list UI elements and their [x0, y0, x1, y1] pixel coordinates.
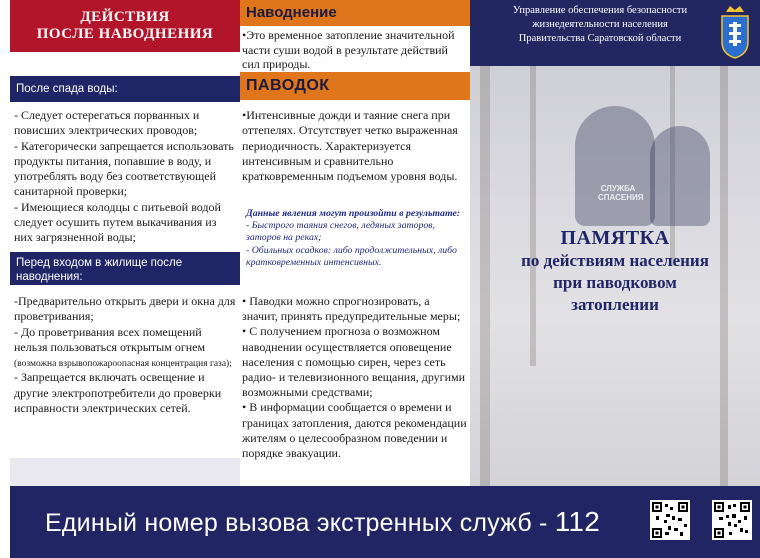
emergency-number: 112 [554, 506, 600, 537]
list-item: • Паводки можно спрогнозировать, а значит, принять предупредительные меры; [242, 294, 461, 324]
paved-description: •Интенсивные дожди и таяние снега при оттепелях. Отсутствует четко выраженная периодичность. Характеризуется интенсивным и сравнительно кратковременным подъемом уровня воды. [242, 108, 458, 184]
memo-title-line: затоплении [571, 295, 659, 314]
cause-item: - Быстрого таяния снегов, ледяных заторов, заторов на реках; [246, 220, 435, 244]
tree-trunk [530, 66, 536, 366]
qr-code-icon[interactable] [650, 500, 690, 540]
after-flood-title [10, 0, 240, 52]
emergency-number-bar [10, 486, 760, 558]
emergency-number-text [45, 506, 600, 539]
gov-line-1: Управление обеспечения безопасности [512, 5, 688, 16]
causes-title: Данные явления могут произойти в результате: [246, 208, 461, 219]
before-entering-home-list [14, 294, 238, 416]
vest-label: СЛУЖБА СПАСЕНИЯ [598, 184, 644, 202]
list-item: - Запрещается включать освещение и другие электропотребители до проверки исправности электрических сетей. [14, 370, 222, 416]
list-item: - Имеющиеся колодцы с питьевой водой следует осушить путем выкачивания из них загрязненной воды; [14, 199, 221, 245]
gov-line-2: жизнедеятельности населения [532, 19, 668, 30]
middle-column [240, 26, 470, 486]
saratov-emblem-icon [720, 4, 750, 60]
emergency-label: Единый номер вызова экстренных служб [45, 509, 532, 537]
list-item: - Категорически запрещается использовать продукты питания, попавшие в воду, и употреблять воду без соответствующей санитарной проверки; [14, 138, 234, 199]
causes-block [246, 208, 468, 269]
after-flood-title-line2: ПОСЛЕ НАВОДНЕНИЯ [36, 26, 214, 42]
rescuer-figure [650, 126, 710, 226]
memo-title [470, 226, 760, 316]
after-water-recedes-list [14, 108, 238, 246]
emergency-dash: - [531, 509, 555, 537]
list-item [14, 325, 238, 371]
qr-pattern-icon [714, 502, 750, 538]
after-water-recedes-band: После спада воды: [10, 76, 240, 102]
paved-heading: ПАВОДОК [240, 72, 470, 100]
gov-line-3: Правительства Саратовской области [518, 33, 682, 44]
cause-item: - Обильных осадков: либо продолжительных, либо кратковременных интенсивных. [246, 244, 457, 268]
list-item: -Предварительно открыть двери и окна для проветривания; [14, 294, 236, 324]
before-entering-home-band: Перед входом в жилище после наводнения: [10, 252, 240, 285]
qr-code-icon[interactable] [712, 500, 752, 540]
list-item-note: (возможна взрывопожароопасная концентрация газа); [14, 359, 232, 370]
list-item: • В информации сообщается о времени и границах затопления, даются рекомендации жителям о целесообразном поведении и порядке эвакуации. [242, 400, 467, 461]
qr-pattern-icon [652, 502, 688, 538]
rescue-photo-panel [470, 66, 760, 486]
memo-title-line: при паводковом [553, 273, 677, 292]
flood-definition: •Это временное затопление значительной части суши водой в результате действий сил природы. [242, 28, 455, 71]
list-item-text: - До проветривания всех помещений нельзя пользоваться открытым огнем [14, 324, 206, 354]
left-bottom-stripe [10, 458, 240, 486]
government-header [470, 0, 760, 66]
flood-heading: Наводнение [240, 0, 470, 26]
list-item: • С получением прогноза о возможном наводнении осуществляется оповещение населения с помощью сирен, через сеть радио- и телевизионного вещания, другими возможными средствами; [242, 324, 466, 400]
government-name [484, 4, 716, 46]
memo-title-main: ПАМЯТКА [560, 227, 670, 249]
after-flood-title-line1: ДЕЙСТВИЯ [80, 9, 170, 25]
rescuer-figure [575, 106, 655, 226]
list-item: - Следует остерегаться порванных и повисших электрических проводов; [14, 108, 200, 138]
left-column [10, 52, 240, 486]
forecast-list [242, 294, 468, 461]
memo-title-line: по действиям населения [521, 251, 709, 270]
